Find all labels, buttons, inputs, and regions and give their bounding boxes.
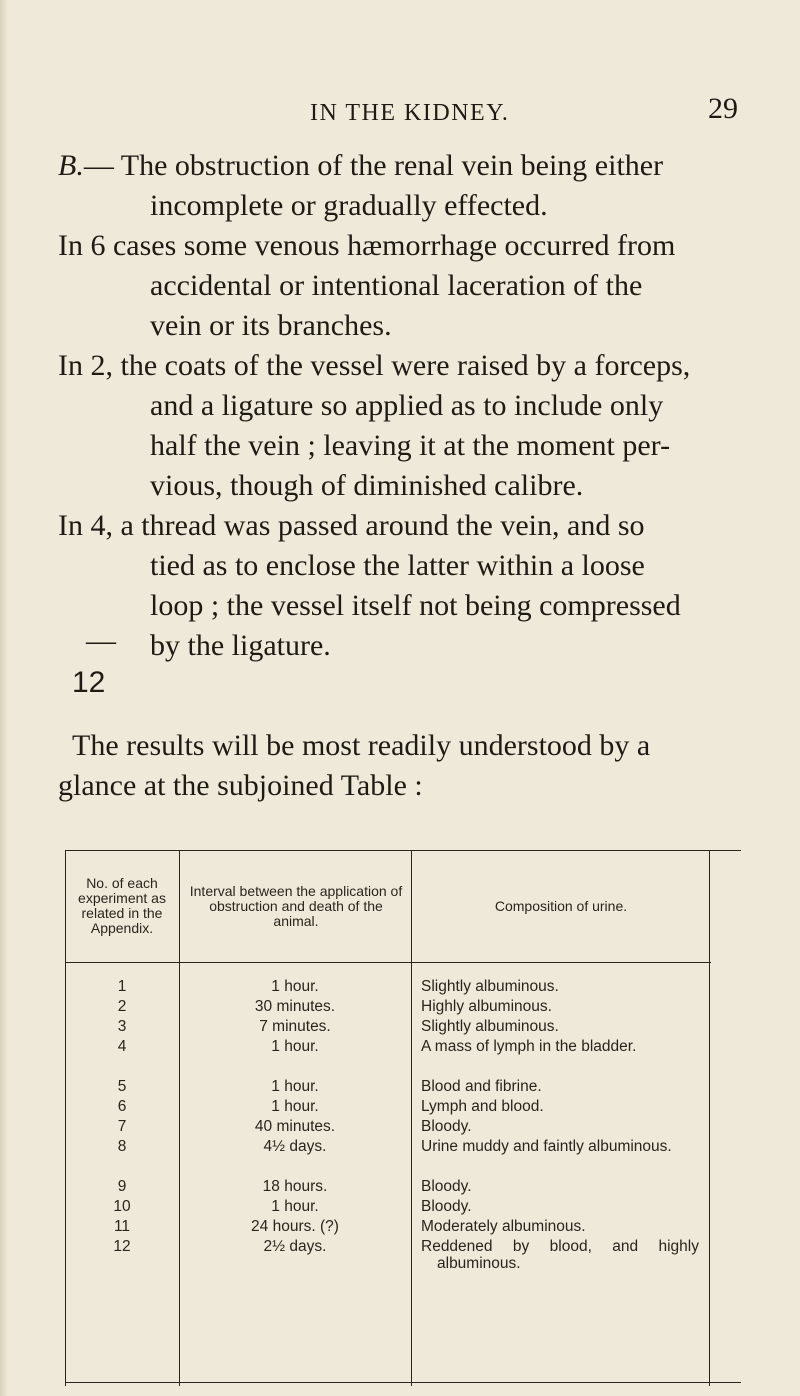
text-line: In 6 cases some venous hæmorrhage occurred from [58,229,676,262]
case-total: 12 [72,666,106,699]
results-table [65,850,711,1386]
row-composition: Slightly albuminous. [421,1018,559,1035]
row-interval: 24 hours. (?) [251,1218,339,1235]
row-interval: 1 hour. [271,1078,319,1095]
row-number: 11 [113,1218,131,1235]
text-line: vein or its branches. [150,309,392,342]
row-interval: 7 minutes. [259,1018,331,1035]
text-line: tied as to enclose the latter within a loose [150,549,645,582]
row-composition: Slightly albuminous. [421,978,559,995]
row-composition: Reddened by blood, and highly albuminous. [421,1238,699,1272]
row-interval: 30 minutes. [254,998,336,1015]
text-line: half the vein ; leaving it at the moment per- [150,429,671,462]
text-line: incomplete or gradually effected. [150,189,548,222]
text-line: B.— The obstruction of the renal vein being either [58,149,664,182]
row-interval: 40 minutes. [254,1118,336,1135]
text-line: vious, though of diminished calibre. [150,469,584,502]
row-interval: 1 hour. [271,1098,319,1115]
table-column-rule [411,850,412,1386]
row-interval: 2½ days. [263,1238,327,1255]
row-number: 1 [117,978,127,995]
row-interval: 1 hour. [271,978,319,995]
summary-paragraph [58,726,758,806]
row-composition: Bloody. [421,1198,472,1215]
row-composition: Urine muddy and faintly albuminous. [421,1138,672,1155]
text-line: In 4, a thread was passed around the vein, and so [58,509,645,542]
text-line: glance at the subjoined Table : [58,769,423,802]
text-line: accidental or intentional laceration of the [150,269,643,302]
row-number: 6 [117,1098,127,1115]
header-composition: Composition of urine. [494,897,628,914]
table-header-rule [65,962,711,963]
row-composition: Lymph and blood. [421,1098,544,1115]
row-composition: A mass of lymph in the bladder. [421,1038,637,1055]
row-interval: 1 hour. [271,1198,319,1215]
page-number: 29 [708,92,738,125]
row-composition: Bloody. [421,1178,472,1195]
row-composition: Moderately albuminous. [421,1218,586,1235]
header-experiment-number: No. of each experiment as related in the Appendix. [78,875,166,936]
row-composition: Highly albuminous. [421,998,552,1015]
row-number: 4 [117,1038,127,1055]
row-number: 5 [117,1078,127,1095]
row-number: 7 [117,1118,127,1135]
row-number: 10 [113,1198,131,1215]
running-title: IN THE KIDNEY. [310,100,510,126]
page-binding-edge [0,0,8,1396]
ditto-mark: — [86,624,116,657]
row-composition: Blood and fibrine. [421,1078,542,1095]
row-interval: 1 hour. [271,1038,319,1055]
text-line: In 2, the coats of the vessel were raised by a forceps, [58,349,691,382]
header-interval: Interval between the application of obstruction and death of the animal. [189,882,403,929]
row-interval: 4½ days. [263,1138,327,1155]
row-interval: 18 hours. [262,1178,328,1195]
row-number: 12 [113,1238,131,1255]
text-line: by the ligature. [150,629,331,662]
table-bottom-rule [65,1382,741,1383]
row-number: 8 [117,1138,127,1155]
row-number: 9 [117,1178,127,1195]
section-label: B. [58,149,84,182]
running-header [0,92,800,140]
row-composition: Bloody. [421,1118,472,1135]
table-top-rule [65,850,741,851]
text-line: and a ligature so applied as to include only [150,389,664,422]
section-b-paragraph [58,146,748,666]
text-line: The results will be most readily understood by a [72,729,651,762]
row-number: 3 [117,1018,127,1035]
row-number: 2 [117,998,127,1015]
text-line: loop ; the vessel itself not being compressed [150,589,681,622]
table-column-rule [709,850,710,1386]
